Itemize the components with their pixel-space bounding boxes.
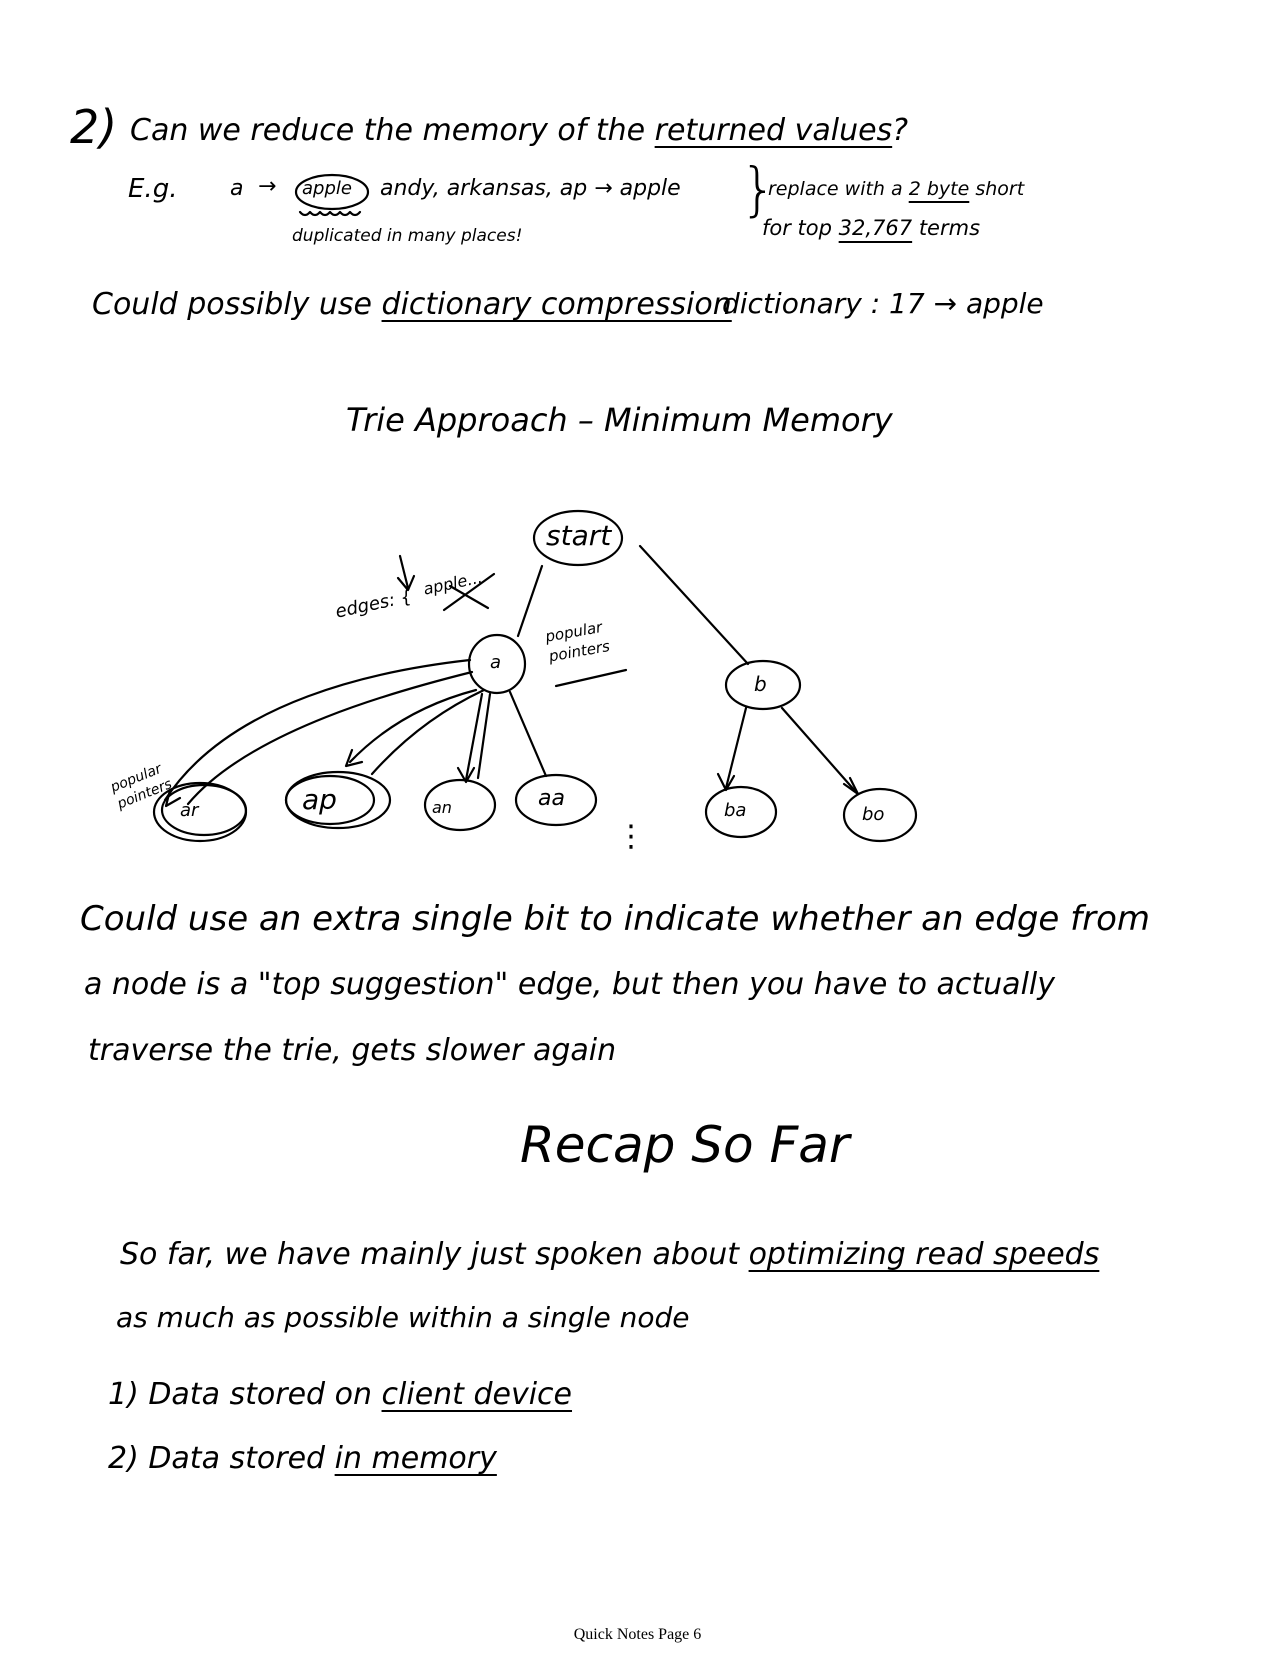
eg-arrow: →: [258, 174, 277, 199]
diagram-ellipsis: ⋮: [616, 819, 646, 854]
recap-para-line-1: [120, 1237, 1100, 1272]
node-b-label: b: [754, 672, 767, 696]
eg-circle-outline: [296, 175, 368, 209]
dictionary-example: dictionary : 17 → apple: [722, 287, 1044, 320]
node-ap-label: ap: [302, 783, 337, 816]
node-a-label: a: [490, 652, 502, 673]
node-ba-label: ba: [724, 800, 747, 821]
edges-note: edges: {: [333, 585, 414, 623]
popular-pointers-note-right: popular pointers: [544, 618, 612, 665]
popular-pointer-ar-1: [165, 660, 470, 800]
could-emphasis: dictionary compression: [381, 287, 732, 322]
recap-title: Recap So Far: [520, 1116, 850, 1174]
eg-circled-value: apple: [302, 178, 352, 199]
node-ar-label: ar: [180, 800, 199, 821]
edge-b-ba: [726, 708, 746, 788]
extra-bit-line-2: a node is a "top suggestion" edge, but then you have to actually: [84, 967, 1055, 1002]
edges-crossed: apple...: [421, 567, 484, 599]
popular-pointer-ap: [372, 690, 484, 774]
node-bo-label: bo: [862, 804, 885, 825]
recap-item-2-emphasis: in memory: [334, 1441, 497, 1476]
recap-item-2-prefix: 2) Data stored: [108, 1441, 326, 1476]
edge-start-b: [640, 546, 748, 664]
could-prefix: Could possibly use: [92, 287, 372, 322]
replace-prefix: replace with a: [768, 178, 903, 200]
eg-label: E.g.: [128, 174, 178, 204]
for-top-number: 32,767: [838, 216, 913, 240]
recap-item-1-emphasis: client device: [381, 1377, 573, 1412]
brace: }: [740, 155, 777, 223]
question-number: 2): [70, 100, 118, 154]
node-an-label: an: [432, 798, 452, 817]
eg-rest: andy, arkansas, ap → apple: [380, 176, 681, 201]
recap-item-2: [108, 1441, 497, 1476]
replace-suffix: short: [975, 178, 1025, 200]
edge-b-bo: [782, 708, 856, 792]
for-top-suffix: terms: [918, 216, 981, 240]
recap-para-line-2: as much as possible within a single node: [116, 1301, 690, 1334]
recap-para-prefix: So far, we have mainly just spoken about: [120, 1237, 740, 1272]
question-emphasis: returned values: [654, 113, 893, 148]
duplicated-note: duplicated in many places!: [292, 226, 523, 246]
eg-key: a: [230, 176, 244, 201]
node-start-label: start: [546, 519, 612, 552]
question-prefix: Can we reduce the memory of the: [130, 113, 646, 148]
node-aa-label: aa: [538, 786, 565, 811]
node-ar-outline-2: [162, 785, 246, 835]
edge-start-a: [518, 566, 542, 636]
question-mark: ?: [892, 113, 909, 148]
recap-para-emphasis: optimizing read speeds: [748, 1237, 1100, 1272]
recap-item-1: [108, 1377, 573, 1412]
page-footer: Quick Notes Page 6: [573, 1626, 702, 1643]
for-top-prefix: for top: [762, 216, 832, 240]
edge-a-aa: [510, 692, 546, 776]
popular-pointers-note-left: popular pointers: [108, 760, 175, 813]
trie-title: Trie Approach – Minimum Memory: [346, 401, 893, 439]
extra-bit-line-3: traverse the trie, gets slower again: [88, 1033, 617, 1068]
recap-item-1-prefix: 1) Data stored on: [108, 1377, 372, 1412]
extra-bit-line-1: Could use an extra single bit to indicate whether an edge from: [80, 899, 1151, 939]
eg-wavy-underline: [300, 212, 360, 215]
popular-pointers-underline: [556, 670, 626, 686]
replace-emphasis: 2 byte: [908, 178, 970, 200]
